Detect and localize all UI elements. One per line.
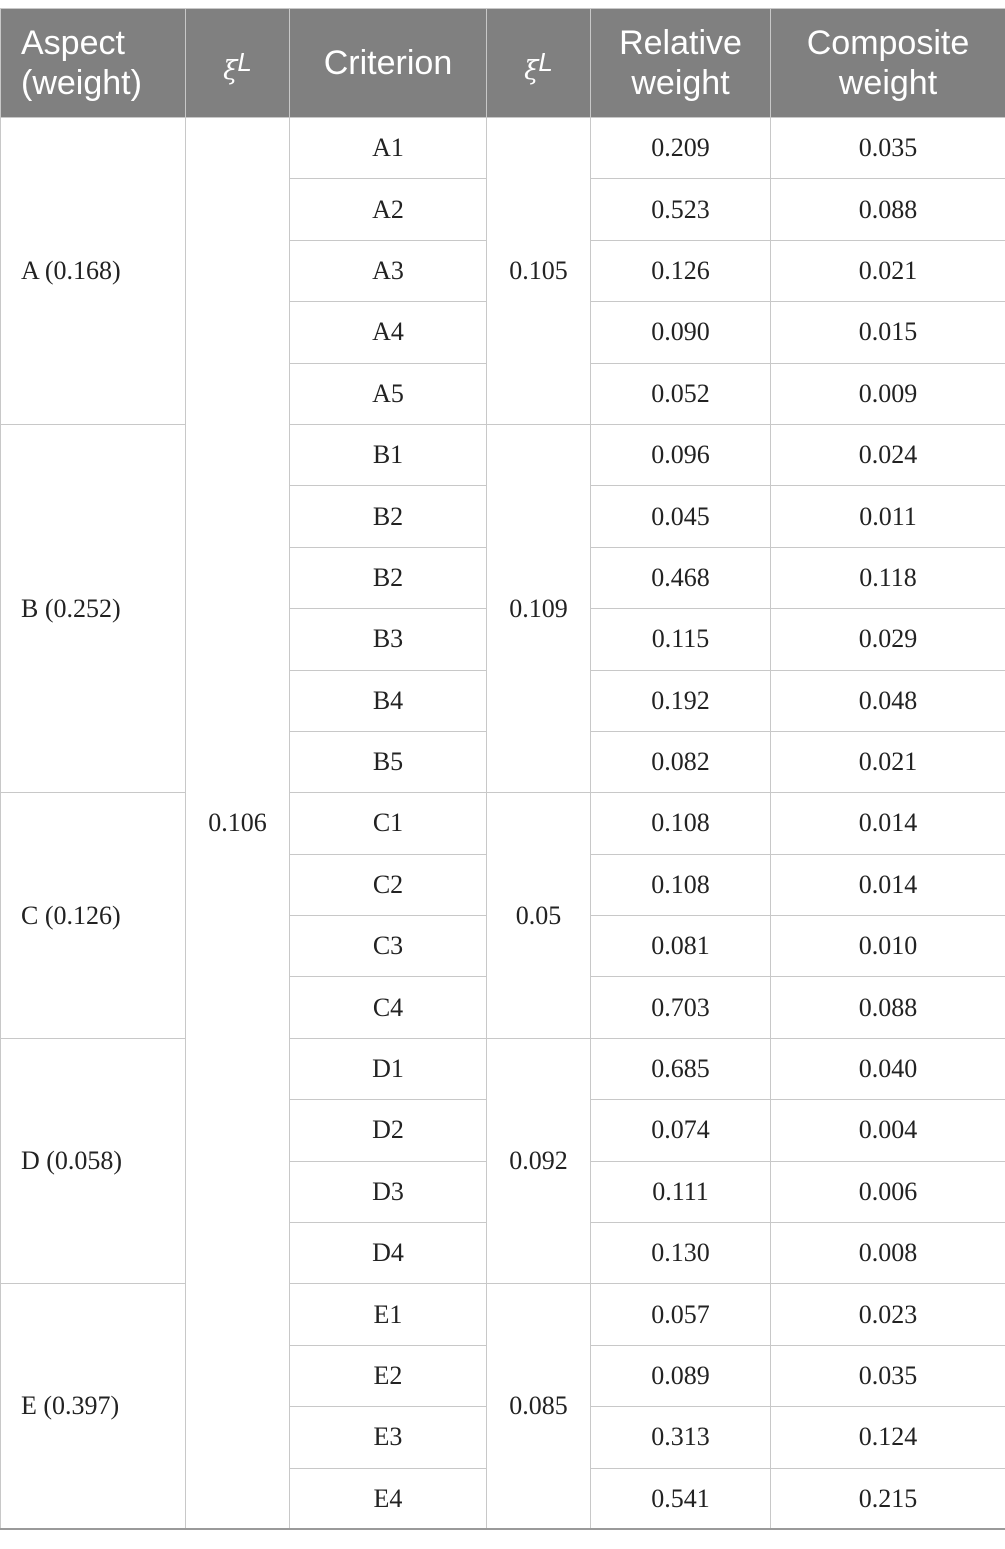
composite-weight-cell: 0.009	[771, 363, 1005, 424]
aspect-cell: D (0.058)	[1, 1038, 186, 1284]
composite-weight-cell: 0.014	[771, 854, 1005, 915]
composite-weight-cell: 0.024	[771, 424, 1005, 485]
criterion-cell: C1	[290, 793, 487, 854]
group-xi-cell: 0.092	[487, 1038, 591, 1284]
composite-weight-cell: 0.029	[771, 609, 1005, 670]
criterion-cell: B1	[290, 424, 487, 485]
table-row	[1, 793, 1005, 854]
criterion-cell: B5	[290, 731, 487, 792]
relative-weight-cell: 0.192	[591, 670, 771, 731]
header-xi-group	[487, 9, 591, 118]
composite-weight-cell: 0.035	[771, 118, 1005, 179]
header-composite-weight: Composite weight	[771, 9, 1005, 118]
criterion-cell: C3	[290, 916, 487, 977]
relative-weight-cell: 0.703	[591, 977, 771, 1038]
criterion-cell: A1	[290, 118, 487, 179]
relative-weight-cell: 0.111	[591, 1161, 771, 1222]
relative-weight-cell: 0.209	[591, 118, 771, 179]
table-body	[1, 118, 1005, 1530]
criterion-cell: C4	[290, 977, 487, 1038]
relative-weight-cell: 0.115	[591, 609, 771, 670]
header-aspect: Aspect (weight)	[1, 9, 186, 118]
aspect-cell: A (0.168)	[1, 118, 186, 425]
relative-weight-cell: 0.045	[591, 486, 771, 547]
xi-symbol: ξ	[223, 55, 238, 86]
composite-weight-cell: 0.021	[771, 731, 1005, 792]
composite-weight-cell: 0.118	[771, 547, 1005, 608]
criterion-cell: E3	[290, 1407, 487, 1468]
criterion-cell: B3	[290, 609, 487, 670]
relative-weight-cell: 0.108	[591, 854, 771, 915]
composite-weight-cell: 0.088	[771, 179, 1005, 240]
criterion-cell: B2	[290, 547, 487, 608]
aspect-cell: E (0.397)	[1, 1284, 186, 1530]
composite-weight-cell: 0.040	[771, 1038, 1005, 1099]
composite-weight-cell: 0.008	[771, 1223, 1005, 1284]
relative-weight-cell: 0.096	[591, 424, 771, 485]
xi-superscript: L	[538, 46, 553, 77]
group-xi-cell: 0.109	[487, 424, 591, 792]
header-xi-overall	[186, 9, 290, 118]
relative-weight-cell: 0.090	[591, 302, 771, 363]
composite-weight-cell: 0.004	[771, 1100, 1005, 1161]
table-row	[1, 118, 1005, 179]
relative-weight-cell: 0.089	[591, 1345, 771, 1406]
criterion-cell: E1	[290, 1284, 487, 1345]
table-row	[1, 1284, 1005, 1345]
relative-weight-cell: 0.074	[591, 1100, 771, 1161]
composite-weight-cell: 0.010	[771, 916, 1005, 977]
overall-xi-cell: 0.106	[186, 118, 290, 1530]
weights-table	[0, 8, 1005, 1530]
criterion-cell: A2	[290, 179, 487, 240]
group-xi-cell: 0.085	[487, 1284, 591, 1530]
header-criterion: Criterion	[290, 9, 487, 118]
relative-weight-cell: 0.685	[591, 1038, 771, 1099]
table-row	[1, 424, 1005, 485]
criterion-cell: A3	[290, 240, 487, 301]
composite-weight-cell: 0.124	[771, 1407, 1005, 1468]
relative-weight-cell: 0.052	[591, 363, 771, 424]
composite-weight-cell: 0.014	[771, 793, 1005, 854]
aspect-cell: B (0.252)	[1, 424, 186, 792]
criterion-cell: E4	[290, 1468, 487, 1529]
group-xi-cell: 0.05	[487, 793, 591, 1039]
criterion-cell: A5	[290, 363, 487, 424]
group-xi-cell: 0.105	[487, 118, 591, 425]
relative-weight-cell: 0.541	[591, 1468, 771, 1529]
composite-weight-cell: 0.023	[771, 1284, 1005, 1345]
relative-weight-cell: 0.057	[591, 1284, 771, 1345]
relative-weight-cell: 0.523	[591, 179, 771, 240]
relative-weight-cell: 0.082	[591, 731, 771, 792]
composite-weight-cell: 0.048	[771, 670, 1005, 731]
criterion-cell: D1	[290, 1038, 487, 1099]
criterion-cell: A4	[290, 302, 487, 363]
aspect-cell: C (0.126)	[1, 793, 186, 1039]
composite-weight-cell: 0.088	[771, 977, 1005, 1038]
composite-weight-cell: 0.015	[771, 302, 1005, 363]
xi-superscript: L	[237, 46, 252, 77]
relative-weight-cell: 0.130	[591, 1223, 771, 1284]
criterion-cell: C2	[290, 854, 487, 915]
table-row	[1, 1038, 1005, 1099]
criterion-cell: D2	[290, 1100, 487, 1161]
criterion-cell: D4	[290, 1223, 487, 1284]
composite-weight-cell: 0.215	[771, 1468, 1005, 1529]
composite-weight-cell: 0.035	[771, 1345, 1005, 1406]
composite-weight-cell: 0.011	[771, 486, 1005, 547]
composite-weight-cell: 0.021	[771, 240, 1005, 301]
relative-weight-cell: 0.126	[591, 240, 771, 301]
criterion-cell: E2	[290, 1345, 487, 1406]
criterion-cell: D3	[290, 1161, 487, 1222]
header-row	[1, 9, 1005, 118]
relative-weight-cell: 0.468	[591, 547, 771, 608]
xi-symbol: ξ	[524, 55, 539, 86]
relative-weight-cell: 0.108	[591, 793, 771, 854]
composite-weight-cell: 0.006	[771, 1161, 1005, 1222]
criterion-cell: B2	[290, 486, 487, 547]
criterion-cell: B4	[290, 670, 487, 731]
relative-weight-cell: 0.081	[591, 916, 771, 977]
relative-weight-cell: 0.313	[591, 1407, 771, 1468]
header-relative-weight: Relative weight	[591, 9, 771, 118]
